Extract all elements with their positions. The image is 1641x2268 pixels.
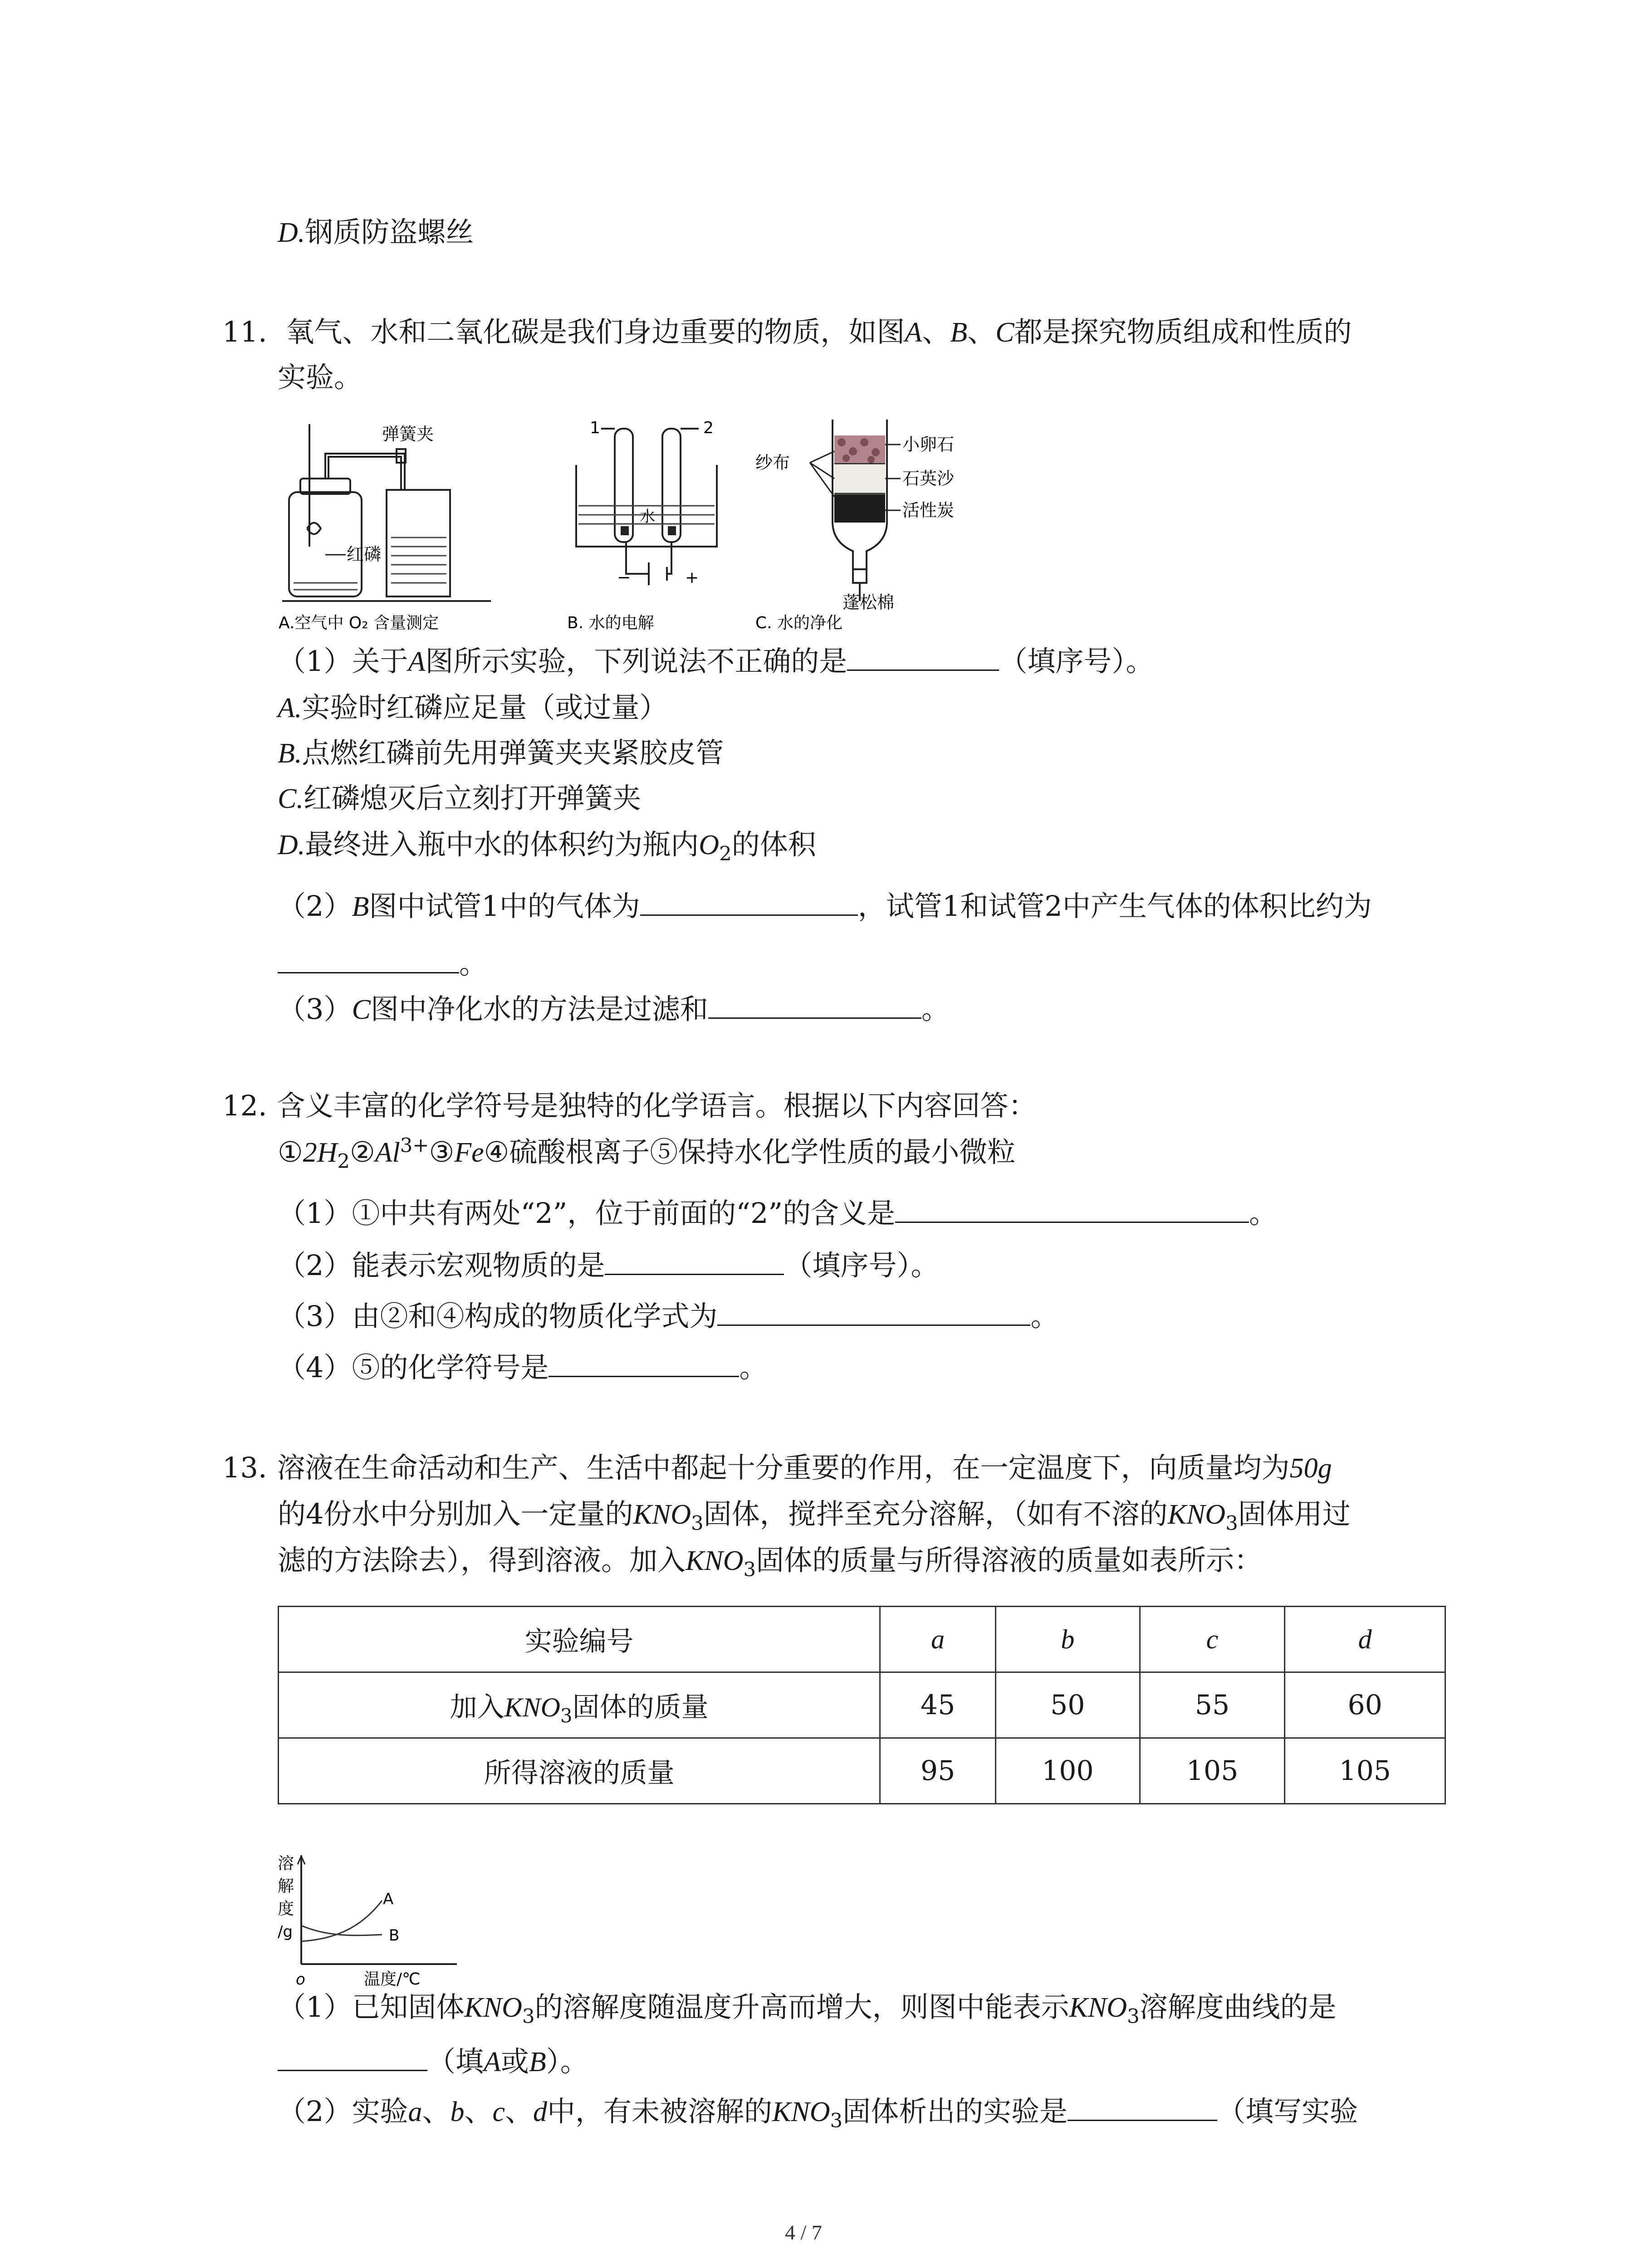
- q13-sub1-line2: （填A或B）。: [278, 2043, 588, 2080]
- fig-b-caption: B. 水的电解: [567, 614, 654, 632]
- fig-c-gauze-label: 纱布: [755, 453, 790, 473]
- table-cell: 60: [1285, 1672, 1445, 1738]
- curve-b-label: B: [389, 1926, 400, 1945]
- fig-c-layer1-label: 小卵石: [902, 435, 955, 455]
- curve-b: [301, 1926, 382, 1936]
- table-row-label: 加入$KNO_3$固体的质量: [279, 1672, 880, 1738]
- table-row-label: 所得溶液的质量: [279, 1738, 880, 1804]
- page-number: 4 / 7: [785, 2221, 822, 2244]
- q11-sub3: （3）C图中净化水的方法是过滤和 。: [278, 991, 950, 1028]
- answer-blank[interactable]: [278, 946, 459, 973]
- answer-blank[interactable]: [278, 2043, 427, 2071]
- answer-blank[interactable]: [717, 1298, 1030, 1326]
- q11-option-d: D.最终进入瓶中水的体积约为瓶内$O_2$的体积: [278, 828, 816, 865]
- q13-line2: 的4份水中分别加入一定量的$KNO_3$固体，搅拌至充分溶解，（如有不溶的$KNO_3$固体用过: [278, 1497, 1351, 1535]
- q13-line1: 13. 溶液在生命活动和生产、生活中都起十分重要的作用，在一定温度下，向质量均为50g: [222, 1451, 1332, 1484]
- q11-option-c: C.红磷熄灭后立刻打开弹簧夹: [278, 782, 641, 815]
- answer-blank[interactable]: [708, 991, 921, 1019]
- q11-option-b: B.点燃红磷前先用弹簧夹夹紧胶皮管: [278, 736, 724, 769]
- q11-sub2: （2）B图中试管1中的气体为 ，试管1和试管2中产生气体的体积比约为: [278, 888, 1372, 925]
- q13-line3: 滤的方法除去），得到溶液。加入$KNO_3$固体的质量与所得溶液的质量如表所示：: [278, 1544, 1263, 1581]
- table-cell: 105: [1285, 1738, 1445, 1804]
- solubility-graph: [278, 1846, 468, 1991]
- table-cell: 105: [1140, 1738, 1285, 1804]
- q11-stem-line2: 实验。: [278, 361, 362, 394]
- answer-blank[interactable]: [640, 888, 858, 916]
- table-cell: 55: [1140, 1672, 1285, 1738]
- q12-sub3: （3）由②和④构成的物质化学式为 。: [278, 1298, 1058, 1334]
- fig-b-tube1-label: 1: [590, 419, 600, 437]
- fig-c-cotton-label: 蓬松棉: [843, 592, 895, 612]
- fig-a-clip-label: 弹簧夹: [382, 424, 434, 444]
- answer-blank[interactable]: [605, 1247, 784, 1275]
- graph-origin: o: [296, 1970, 305, 1989]
- fig-b-water-label: 水: [640, 508, 655, 526]
- table-row: [279, 1672, 1445, 1738]
- graph-xlabel: 温度/℃: [364, 1970, 421, 1989]
- graph-ylabel-3: 度: [278, 1900, 294, 1918]
- table-header-cell: d: [1285, 1607, 1445, 1672]
- answer-blank[interactable]: [895, 1195, 1249, 1223]
- kno3-data-table: [278, 1606, 1446, 1804]
- table-cell: 45: [880, 1672, 996, 1738]
- curve-a-label: A: [383, 1890, 394, 1908]
- q13-sub1: （1）已知固体$KNO_3$的溶解度随温度升高而增大，则图中能表示$KNO_3$溶解度曲线的是: [278, 1990, 1337, 2028]
- fig-c-layer2-label: 石英沙: [902, 469, 955, 489]
- table-header-cell: b: [995, 1607, 1140, 1672]
- fig-c-layer3-label: 活性炭: [902, 500, 955, 520]
- q13-sub2: （2）实验a、b、c、d中，有未被溶解的$KNO_3$固体析出的实验是 （填写实验: [278, 2093, 1358, 2130]
- table-cell: 95: [880, 1738, 996, 1804]
- q12-sub2: （2）能表示宏观物质的是 （填序号）。: [278, 1247, 939, 1284]
- fig-b-plus: +: [685, 568, 699, 587]
- table-header-cell: c: [1140, 1607, 1285, 1672]
- table-cell: 50: [995, 1672, 1140, 1738]
- table-header-row: [279, 1607, 1445, 1672]
- q12-sub4: （4）⑤的化学符号是 。: [278, 1349, 767, 1386]
- table-header-cell: a: [880, 1607, 996, 1672]
- figure-a-air-oxygen: [278, 411, 495, 637]
- figure-b-electrolysis: [563, 411, 735, 637]
- option-d-prev: D.钢质防盗螺丝: [278, 215, 474, 249]
- figure-c-water-purification: [755, 411, 991, 637]
- q12-sub1: （1）①中共有两处“2”，位于前面的“2”的含义是 。: [278, 1195, 1277, 1232]
- q11-sub1: （1）关于A图所示实验，下列说法不正确的是 （填序号）。: [278, 643, 1154, 680]
- table-cell: 100: [995, 1738, 1140, 1804]
- q11-sub2-line2: 。: [278, 946, 487, 982]
- graph-ylabel-2: 解: [278, 1877, 294, 1896]
- graph-ylabel-1: 溶: [278, 1854, 294, 1873]
- answer-blank[interactable]: [847, 643, 999, 671]
- q11-option-a: A.实验时红磷应足量（或过量）: [278, 691, 668, 724]
- table-row: [279, 1738, 1445, 1804]
- q11-stem-line1: 11. 氧气、水和二氧化碳是我们身边重要的物质，如图A、B、C都是探究物质组成和性质的: [222, 315, 1352, 348]
- answer-blank[interactable]: [1068, 2093, 1217, 2121]
- fig-b-minus: −: [617, 568, 631, 587]
- answer-blank[interactable]: [549, 1349, 739, 1377]
- fig-a-caption: A.空气中 O₂ 含量测定: [279, 614, 439, 632]
- q12-items: $①2H_2②Al^{3+}③Fe④$硫酸根离子⑤保持水化学性质的最小微粒: [278, 1134, 1016, 1173]
- q12-stem: 12. 含义丰富的化学符号是独特的化学语言。根据以下内容回答：: [222, 1089, 1037, 1122]
- fig-a-phosphorus-label: 红磷: [347, 544, 382, 564]
- table-header-cell: 实验编号: [279, 1607, 880, 1672]
- fig-c-caption: C. 水的净化: [755, 614, 843, 632]
- graph-ylabel-4: /g: [278, 1923, 293, 1941]
- fig-b-tube2-label: 2: [703, 419, 714, 437]
